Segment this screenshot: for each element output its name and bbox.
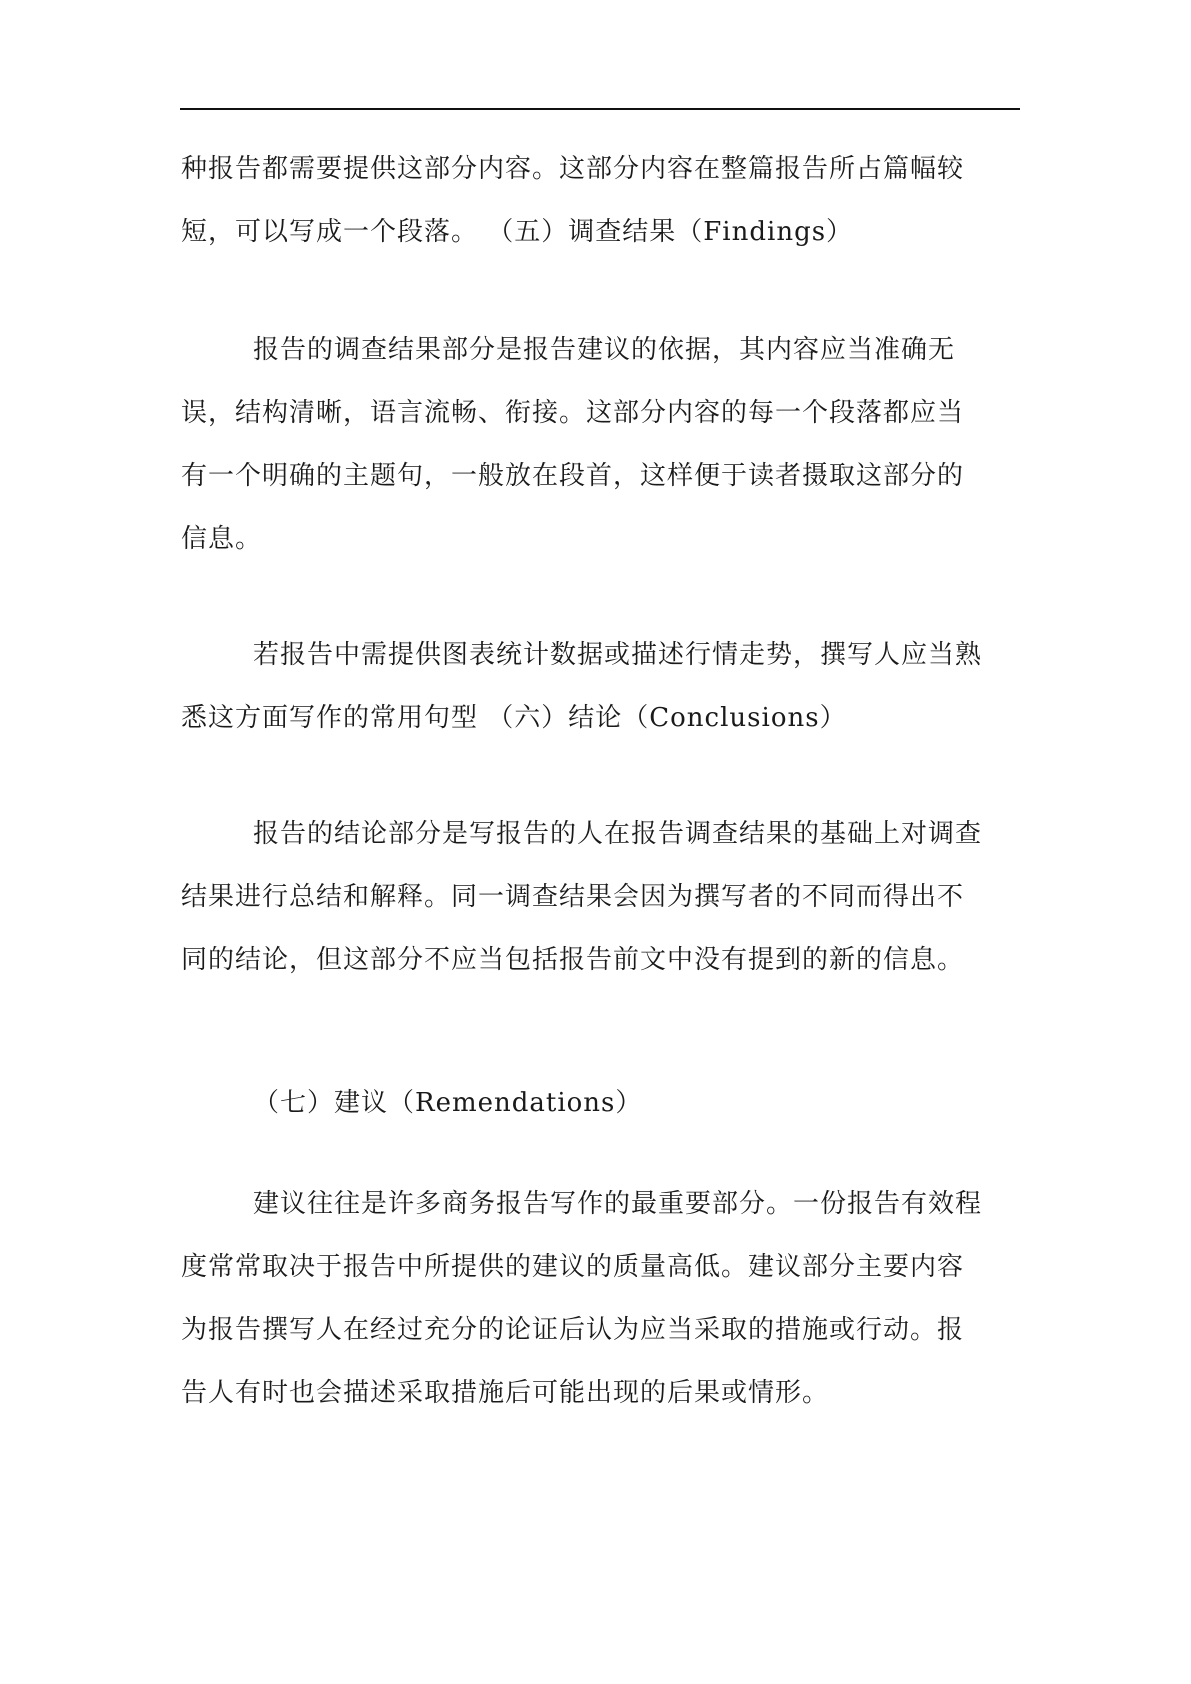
paragraph-5	[181, 1173, 1021, 1425]
text-line: 误，结构清晰，语言流畅、衔接。这部分内容的每一个段落都应当	[181, 398, 965, 428]
text-line: 度常常取决于报告中所提供的建议的质量高低。建议部分主要内容	[181, 1252, 965, 1282]
paragraph-4	[181, 803, 1021, 992]
text-line: 悉这方面写作的常用句型 （六）结论（Conclusions）	[181, 703, 847, 733]
text-line: 为报告撰写人在经过充分的论证后认为应当采取的措施或行动。报	[181, 1315, 965, 1345]
paragraph-3	[181, 624, 1021, 750]
paragraph-2	[181, 319, 1021, 571]
text-line: 结果进行总结和解释。同一调查结果会因为撰写者的不同而得出不	[181, 882, 965, 912]
text-line: 有一个明确的主题句，一般放在段首，这样便于读者摄取这部分的	[181, 461, 965, 491]
text-line: 同的结论，但这部分不应当包括报告前文中没有提到的新的信息。	[181, 945, 965, 975]
text-line: 报告的调查结果部分是报告建议的依据，其内容应当准确无	[253, 335, 956, 365]
text-line: 若报告中需提供图表统计数据或描述行情走势，撰写人应当熟	[253, 640, 983, 670]
text-line: 种报告都需要提供这部分内容。这部分内容在整篇报告所占篇幅较	[181, 154, 965, 184]
text-line: 建议往往是许多商务报告写作的最重要部分。一份报告有效程	[253, 1189, 983, 1219]
text-line: 信息。	[181, 524, 263, 554]
paragraph-1	[181, 138, 1021, 264]
text-line: 告人有时也会描述采取措施后可能出现的后果或情形。	[181, 1378, 830, 1408]
section-heading-recommendations	[181, 1072, 1021, 1135]
header-rule	[180, 108, 1020, 110]
text-line: 短，可以写成一个段落。 （五）调查结果（Findings）	[181, 217, 854, 247]
text-line: 报告的结论部分是写报告的人在报告调查结果的基础上对调查	[253, 819, 983, 849]
text-line: （七）建议（Remendations）	[253, 1088, 643, 1118]
